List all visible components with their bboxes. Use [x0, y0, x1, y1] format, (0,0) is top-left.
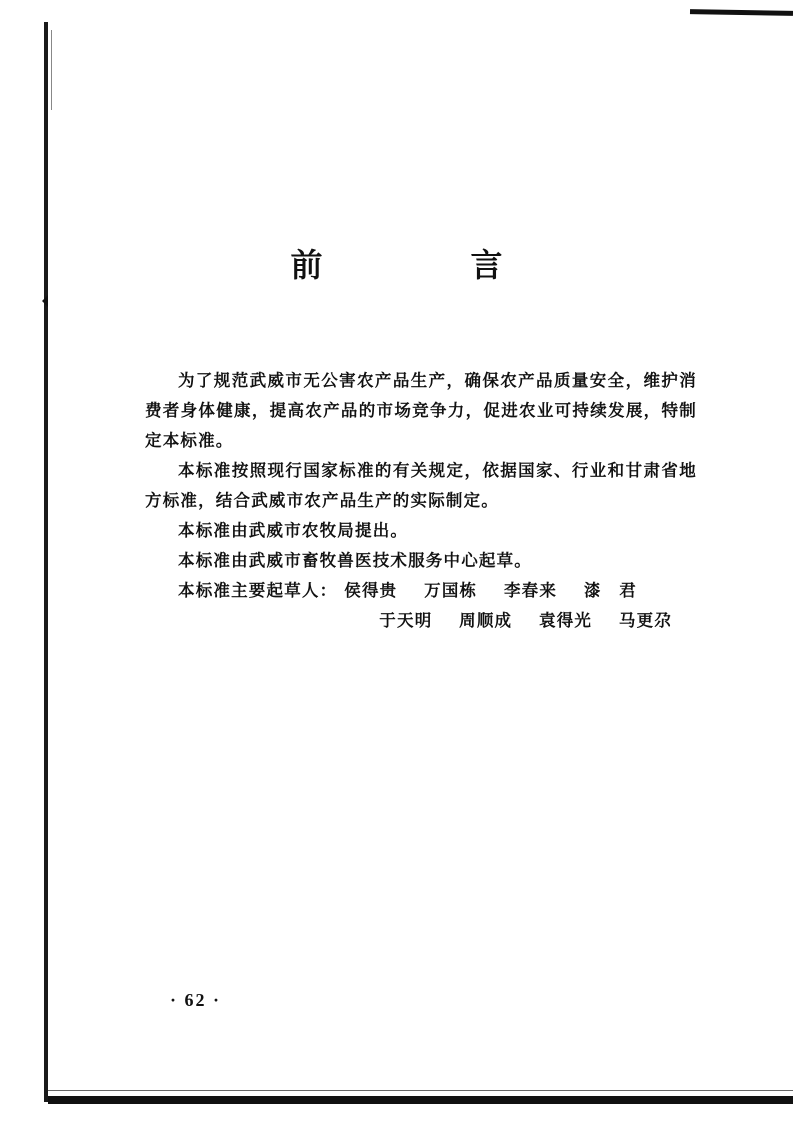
drafter-name: 于天明 — [379, 611, 433, 630]
scan-edge-bottom-thin — [48, 1090, 793, 1091]
binding-notch — [42, 295, 48, 307]
page-title: 前 言 — [290, 246, 561, 284]
paragraph-purpose: 为了规范武威市无公害农产品生产，确保农产品质量安全，维护消费者身体健康，提高农产品的市场竞争力，促进农业可持续发展，特制定本标准。 — [145, 371, 697, 450]
scan-edge-left-thin — [51, 30, 52, 110]
drafter-name: 侯得贵 — [344, 581, 398, 600]
drafter-name: 马更尕 — [618, 611, 672, 630]
scan-edge-left — [44, 22, 48, 1102]
drafter-name: 万国栋 — [424, 581, 478, 600]
scan-edge-top — [690, 9, 793, 16]
drafters-row-1 — [337, 581, 656, 600]
drafter-name: 李春来 — [503, 581, 558, 600]
drafter-name: 袁得光 — [539, 611, 593, 630]
page-number: · 62 · — [170, 990, 222, 1010]
paragraph-basis: 本标准按照现行国家标准的有关规定，依据国家、行业和甘肃省地方标准，结合武威市农产品生产的实际制定。 — [145, 461, 697, 510]
main-drafters-label: 本标准主要起草人： — [178, 581, 338, 600]
scan-edge-bottom — [48, 1096, 793, 1104]
drafter-org-line: 本标准由武威市畜牧兽医技术服务中心起草。 — [178, 551, 532, 570]
drafter-name: 漆 君 — [583, 581, 637, 600]
drafters-row-2 — [178, 606, 697, 636]
main-drafters — [145, 576, 697, 636]
drafter-name: 周顺成 — [459, 611, 513, 630]
preface-body — [145, 366, 697, 636]
proposer-line: 本标准由武威市农牧局提出。 — [178, 521, 409, 540]
